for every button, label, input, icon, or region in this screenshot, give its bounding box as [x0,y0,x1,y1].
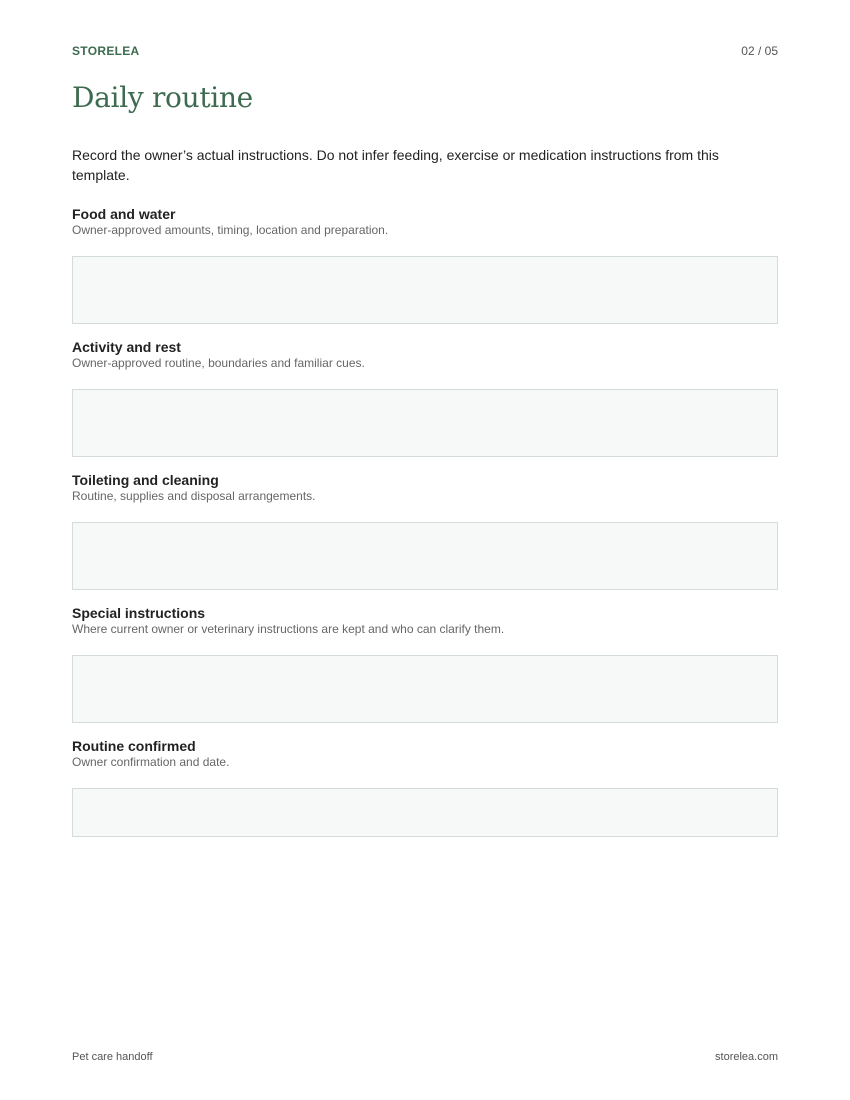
special-instructions-entry-box[interactable] [72,655,778,723]
food-and-water-entry-box[interactable] [72,256,778,324]
section-title: Food and water [72,206,176,222]
brand-label: STORELEA [72,44,140,58]
section-toileting-and-cleaning [72,471,778,590]
section-hint: Routine, supplies and disposal arrangements. [72,489,316,503]
section-activity-and-rest [72,338,778,457]
section-title: Routine confirmed [72,738,196,754]
routine-confirmed-entry-box[interactable] [72,788,778,837]
footer-document-name: Pet care handoff [72,1051,153,1063]
section-special-instructions [72,604,778,723]
intro-text: Record the owner’s actual instructions. Do not infer feeding, exercise or medication instructions from this template. [72,147,719,183]
page-number: 02 / 05 [741,44,778,58]
page-title: Daily routine [72,81,253,114]
activity-and-rest-entry-box[interactable] [72,389,778,457]
section-title: Special instructions [72,605,206,621]
section-routine-confirmed [72,737,778,837]
section-hint: Owner confirmation and date. [72,755,230,769]
section-hint: Owner-approved amounts, timing, location and preparation. [72,223,389,237]
section-hint: Where current owner or veterinary instructions are kept and who can clarify them. [72,622,505,636]
section-hint: Owner-approved routine, boundaries and familiar cues. [72,356,365,370]
section-title: Activity and rest [72,339,181,355]
section-title: Toileting and cleaning [72,472,219,488]
section-food-and-water [72,205,778,324]
footer-website: storelea.com [715,1051,778,1063]
toileting-and-cleaning-entry-box[interactable] [72,522,778,590]
routine-sections [72,205,778,851]
